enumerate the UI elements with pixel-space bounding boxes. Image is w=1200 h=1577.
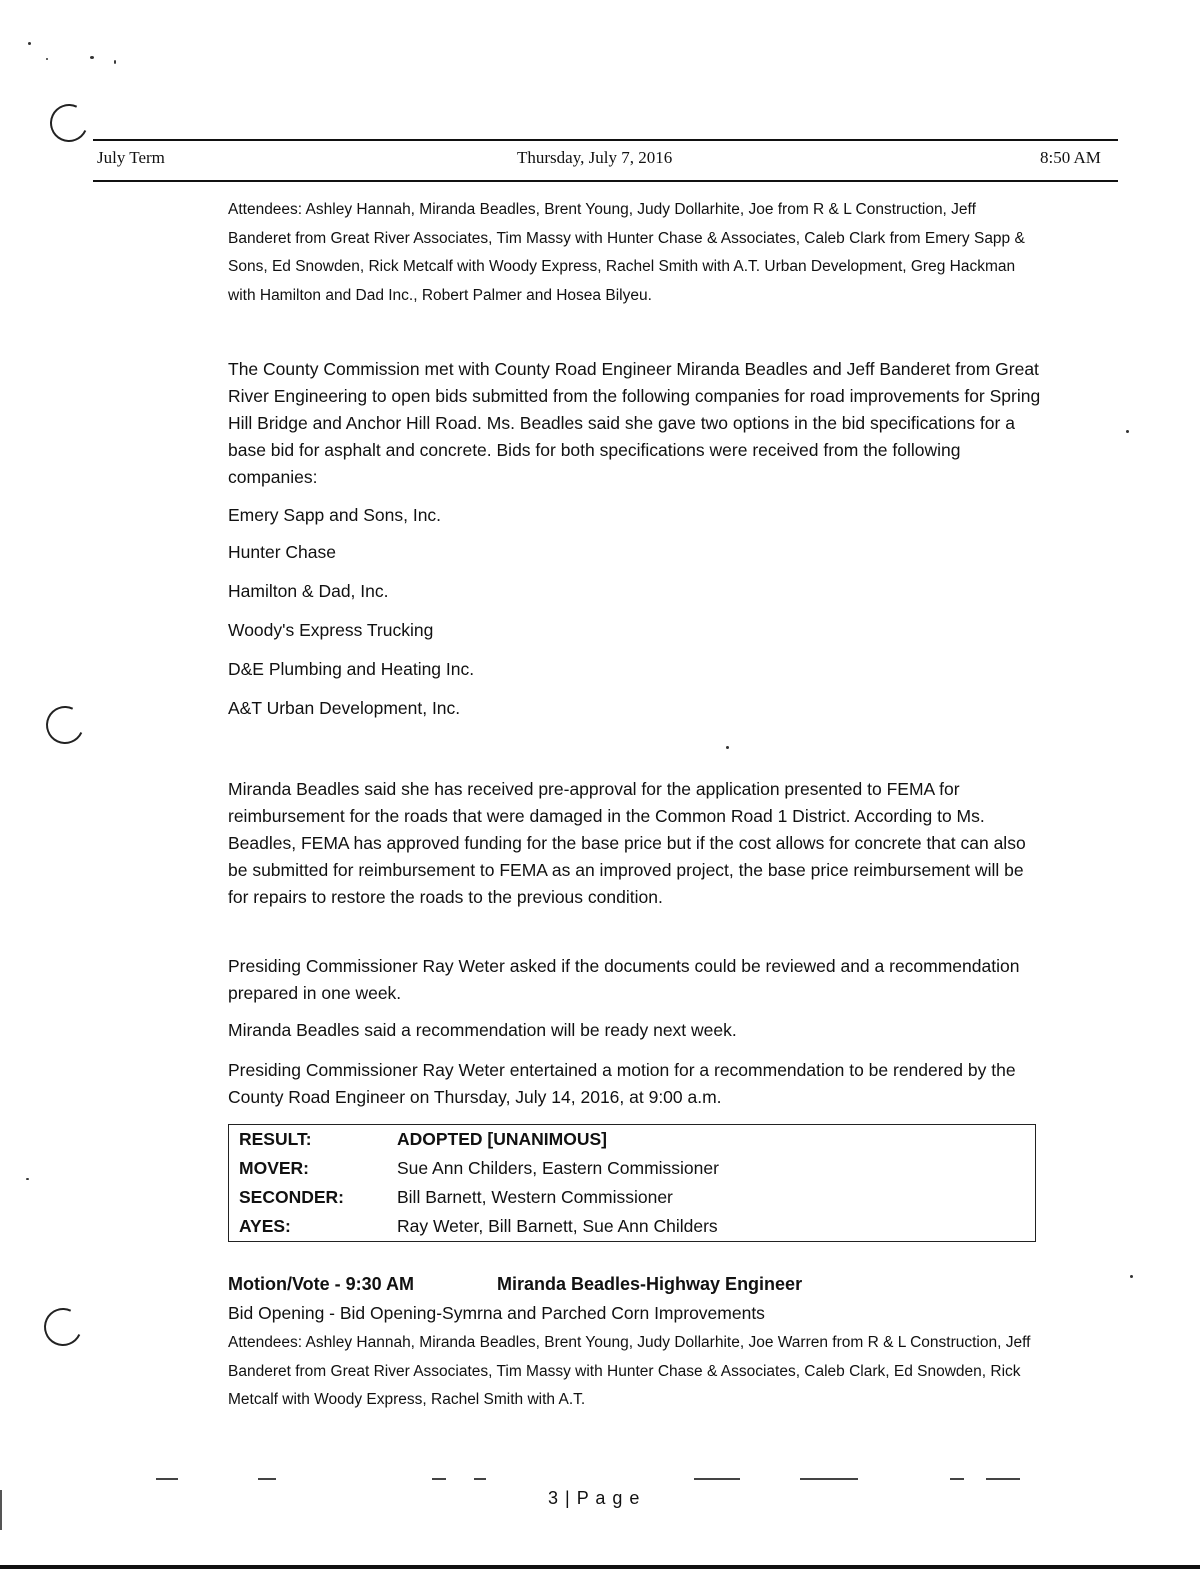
bid-opening-line: Bid Opening - Bid Opening-Symrna and Parched Corn Improvements <box>228 1303 765 1323</box>
header-term: July Term <box>97 148 165 167</box>
footer-mark <box>432 1478 446 1480</box>
scan-bottom-edge <box>0 1565 1200 1569</box>
punch-hole-middle <box>41 701 90 750</box>
mover-value: Sue Ann Childers, Eastern Commissioner <box>397 1158 719 1178</box>
vote-row-result <box>229 1125 1036 1155</box>
company-item: D&E Plumbing and Heating Inc. <box>228 659 475 679</box>
seconder-value: Bill Barnett, Western Commissioner <box>397 1187 673 1207</box>
footer-mark <box>800 1478 858 1480</box>
recommendation-paragraph: Miranda Beadles said a recommendation will be ready next week. <box>228 1020 737 1040</box>
scan-speck <box>90 56 94 59</box>
scan-speck <box>1126 430 1129 433</box>
scan-speck <box>46 58 48 60</box>
header-top-rule <box>93 139 1118 141</box>
header-bottom-rule <box>93 180 1118 182</box>
result-label: RESULT: <box>239 1129 312 1149</box>
mover-label: MOVER: <box>239 1158 309 1178</box>
page-number: 3 | P a g e <box>548 1488 641 1508</box>
result-value: ADOPTED [UNANIMOUS] <box>397 1129 607 1149</box>
company-item: A&T Urban Development, Inc. <box>228 698 461 718</box>
ayes-label: AYES: <box>239 1216 291 1236</box>
footer-mark <box>474 1478 486 1480</box>
motion-heading-presenter: Miranda Beadles-Highway Engineer <box>497 1274 803 1294</box>
attendees-paragraph: Attendees: Ashley Hannah, Miranda Beadles, Brent Young, Judy Dollarhite, Joe from R & L Construction, Jeff Banderet from Great River Associates, Tim Massy with Hunter Chase & Associates, Caleb Clark from Emery Sapp & Sons, Ed Snowden, Rick Metcalf with Woody Express, Rachel Smith with A.T. Urban Development, Greg Hackman with Hamilton and Dad Inc., Robert Palmer and Hosea Bilyeu. <box>228 201 1025 304</box>
footer-mark <box>694 1478 740 1480</box>
footer-mark <box>258 1478 276 1480</box>
attendees-paragraph-2: Attendees: Ashley Hannah, Miranda Beadles, Brent Young, Judy Dollarhite, Joe Warren from R & L Construction, Jeff Banderet from Great River Associates, Tim Massy with Hunter Chase & Associates, Caleb Clark, Ed Snowden, Rick Metcalf with Woody Express, Rachel Smith with A.T. <box>228 1334 1031 1408</box>
ayes-value: Ray Weter, Bill Barnett, Sue Ann Childers <box>397 1216 718 1236</box>
scan-speck <box>28 42 31 45</box>
company-item: Hamilton & Dad, Inc. <box>228 581 389 601</box>
seconder-label: SECONDER: <box>239 1187 345 1207</box>
company-item: Emery Sapp and Sons, Inc. <box>228 505 442 525</box>
header-date: Thursday, July 7, 2016 <box>517 148 673 167</box>
bid-intro-paragraph: The County Commission met with County Road Engineer Miranda Beadles and Jeff Banderet from Great River Engineering to open bids submitted from the following companies for road improvements for Spring Hill Bridge and Anchor Hill Road. Ms. Beadles said she gave two options in the bid specifications for a base bid for asphalt and concrete. Bids for both specifications were received from the following companies: <box>228 359 1041 487</box>
vote-row-mover <box>229 1154 1036 1183</box>
review-request-paragraph: Presiding Commissioner Ray Weter asked if the documents could be reviewed and a recommendation prepared in one week. <box>228 956 1020 1003</box>
fema-paragraph: Miranda Beadles said she has received pre-approval for the application presented to FEMA for reimbursement for the roads that were damaged in the Common Road 1 District. According to Ms. Beadles, FEMA has approved funding for the base price but if the cost allows for concrete that can also be submitted for reimbursement to FEMA as an improved project, the base price reimbursement will be for repairs to restore the roads to the previous condition. <box>228 779 1026 907</box>
scan-speck <box>1130 1275 1133 1278</box>
header-time: 8:50 AM <box>1040 148 1101 167</box>
punch-hole-top <box>45 99 94 148</box>
punch-hole-bottom <box>39 1303 88 1352</box>
vote-result-table <box>228 1124 1036 1242</box>
footer-mark <box>986 1478 1020 1480</box>
company-item: Hunter Chase <box>228 542 336 562</box>
motion-heading-time: Motion/Vote - 9:30 AM <box>228 1274 414 1294</box>
footer-mark <box>156 1478 178 1480</box>
footer-mark <box>950 1478 964 1480</box>
company-item: Woody's Express Trucking <box>228 620 434 640</box>
motion-paragraph: Presiding Commissioner Ray Weter entertained a motion for a recommendation to be rendered by the County Road Engineer on Thursday, July 14, 2016, at 9:00 a.m. <box>228 1060 1016 1107</box>
scan-speck <box>114 60 116 64</box>
scan-speck <box>726 746 729 749</box>
scan-speck <box>26 1178 29 1180</box>
vote-row-ayes <box>229 1212 1036 1242</box>
scan-left-edge-mark <box>0 1490 2 1530</box>
vote-row-seconder <box>229 1183 1036 1212</box>
